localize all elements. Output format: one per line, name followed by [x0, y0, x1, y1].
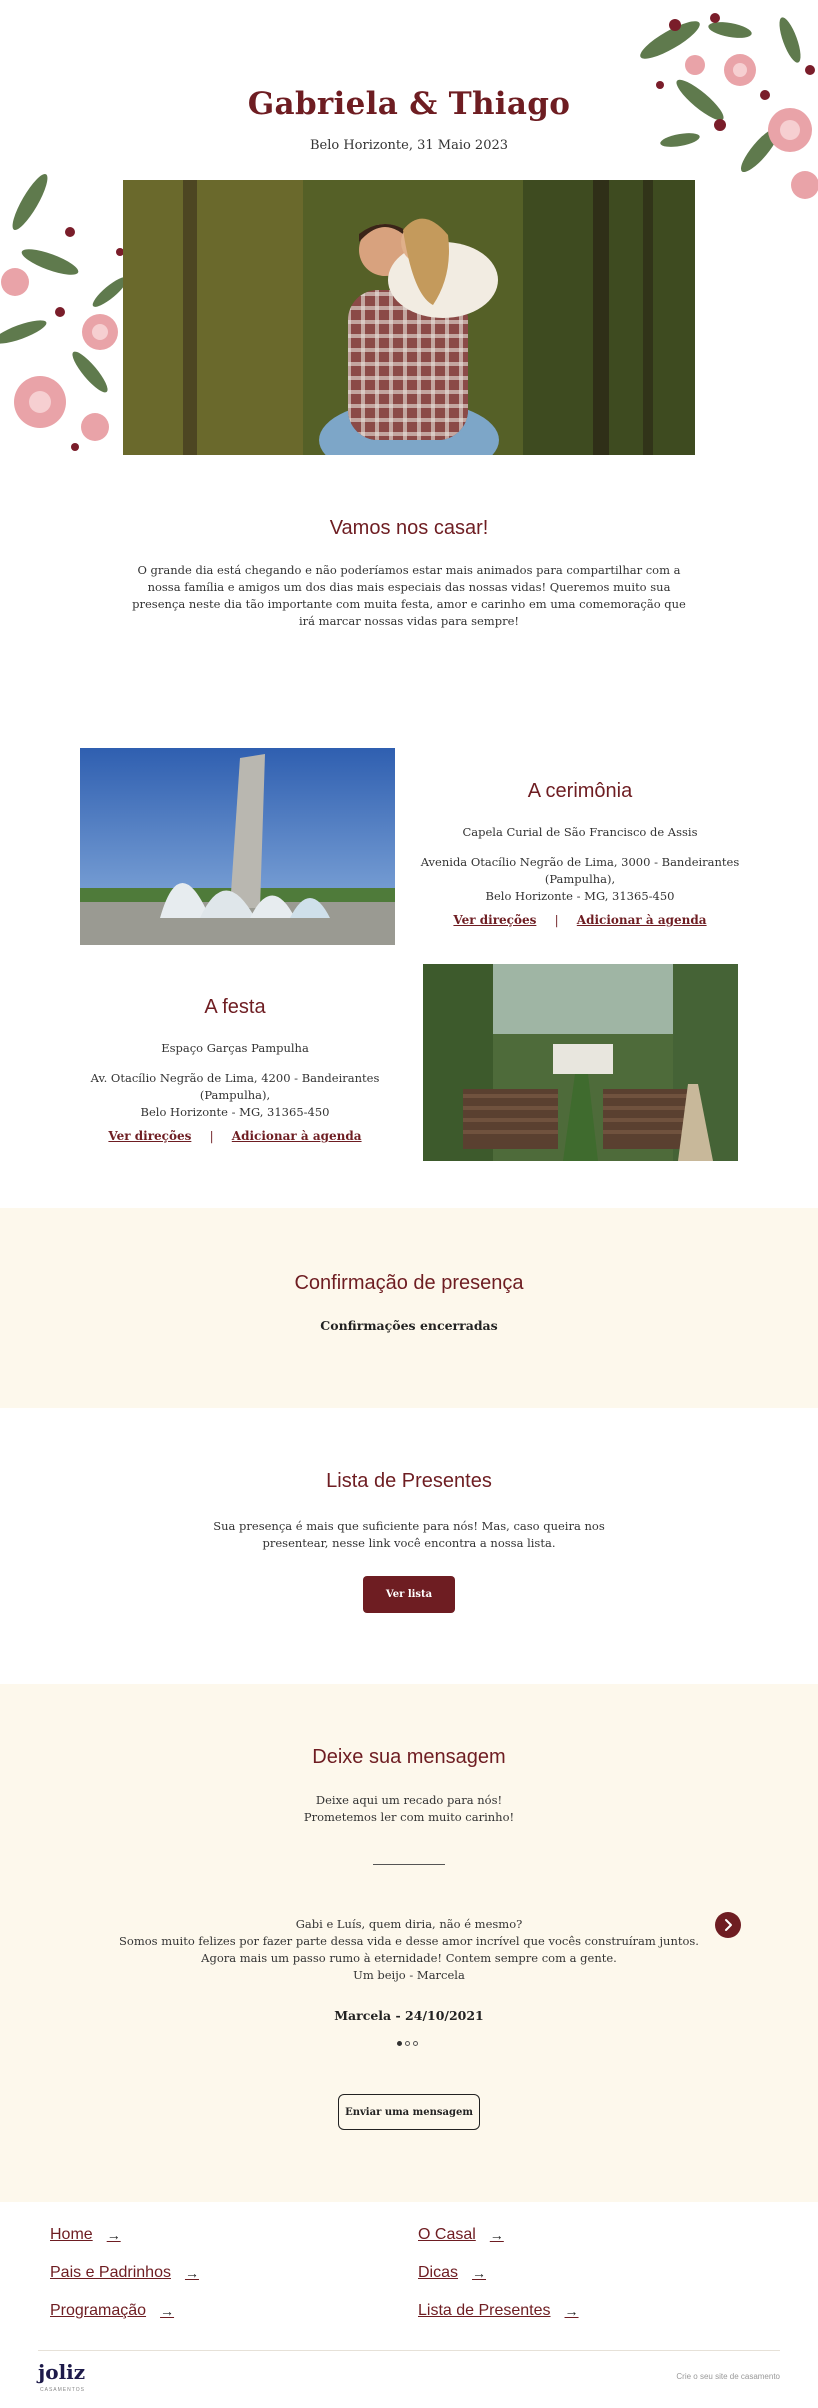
couple-names: Gabriela & Thiago: [247, 86, 571, 122]
gifts-section: [0, 1408, 818, 1684]
footer-link-schedule[interactable]: [50, 2302, 174, 2320]
couple-photo-illustration: [123, 180, 695, 455]
footer-link-gifts[interactable]: [418, 2302, 579, 2320]
footer-link-label: Lista de Presentes: [418, 2302, 551, 2319]
ceremony-photo: [80, 748, 395, 945]
message-line3: Um beijo - Marcela: [353, 1968, 465, 1982]
link-separator: |: [209, 1129, 214, 1143]
messages-intro-line2: Prometemos ler com muito carinho!: [303, 1810, 515, 1824]
arrow-right-icon: →: [472, 2265, 487, 2281]
footer-link-label: O Casal: [418, 2226, 476, 2243]
arrow-right-icon: →: [564, 2303, 579, 2319]
gifts-title: Lista de Presentes: [326, 1470, 492, 1492]
party-directions-link[interactable]: Ver direções: [108, 1129, 192, 1143]
rsvp-status: Confirmações encerradas: [320, 1318, 498, 1333]
party-links: [75, 1129, 395, 1143]
couple-photo: [123, 180, 695, 455]
hero-section: [0, 0, 818, 470]
joliz-logo[interactable]: joliz: [38, 2360, 86, 2384]
divider: [373, 1864, 445, 1865]
footer-link-parents[interactable]: [50, 2264, 199, 2282]
ceremony-calendar-link[interactable]: Adicionar à agenda: [576, 913, 707, 927]
send-message-button[interactable]: Enviar uma mensagem: [338, 2094, 480, 2130]
messages-section: [0, 1684, 818, 2202]
ceremony-links: [420, 913, 740, 927]
carousel-dot[interactable]: [397, 2041, 402, 2046]
carousel-dots: [397, 2041, 421, 2047]
ceremony-directions-link[interactable]: Ver direções: [453, 913, 537, 927]
link-separator: |: [554, 913, 559, 927]
footer-divider: [38, 2350, 780, 2351]
joliz-logo-subtitle: CASAMENTOS: [40, 2387, 85, 2393]
ceremony-block: [420, 780, 740, 927]
carousel-next-button[interactable]: [715, 1912, 741, 1938]
ceremony-address-line2: Belo Horizonte - MG, 31365-450: [485, 889, 675, 903]
carousel-dot[interactable]: [405, 2041, 410, 2046]
chevron-right-icon: [715, 1912, 741, 1938]
party-photo: [423, 964, 738, 1161]
gifts-text: Sua presença é mais que suficiente para nós! Mas, caso queira nos presentear, nesse link você encontra a nossa lista.: [213, 1519, 605, 1550]
messages-intro: [0, 1792, 818, 1826]
create-site-link[interactable]: Crie o seu site de casamento: [676, 2372, 780, 2381]
intro-text: O grande dia está chegando e não poderíamos estar mais animados para compartilhar com a nossa família e amigos um dos dias mais especiais das nossas vidas! Queremos muito sua presença neste dia tão importante com muita festa, amor e carinho em uma comemoração que irá marcar nossas vidas para sempre!: [132, 563, 686, 628]
view-gift-list-button[interactable]: Ver lista: [363, 1576, 455, 1613]
footer-link-tips[interactable]: [418, 2264, 486, 2282]
footer-link-label: Dicas: [418, 2264, 459, 2281]
message-author: Marcela - 24/10/2021: [334, 2008, 484, 2023]
ceremony-address: [420, 854, 740, 905]
message-line2: Somos muito felizes por fazer parte dessa vida e desse amor incrível que vocês construíram juntos. Agora mais um passo rumo à eternidade! Contem sempre com a gente.: [119, 1934, 699, 1965]
ceremony-venue: Capela Curial de São Francisco de Assis: [462, 825, 698, 839]
carousel-dot[interactable]: [413, 2041, 418, 2046]
messages-title: Deixe sua mensagem: [312, 1746, 506, 1768]
hero-subtitle: Belo Horizonte, 31 Maio 2023: [309, 138, 509, 153]
arrow-right-icon: →: [106, 2227, 121, 2243]
party-address-line1: Av. Otacílio Negrão de Lima, 4200 - Bandeirantes (Pampulha),: [90, 1071, 380, 1102]
rsvp-section: [0, 1208, 818, 1408]
message-line1: Gabi e Luís, quem diria, não é mesmo?: [295, 1917, 523, 1931]
arrow-right-icon: →: [489, 2227, 504, 2243]
ceremony-title: A cerimônia: [527, 780, 633, 802]
footer-link-label: Programação: [50, 2302, 147, 2319]
ceremony-address-line1: Avenida Otacílio Negrão de Lima, 3000 - Bandeirantes (Pampulha),: [420, 855, 740, 886]
party-address: [75, 1070, 395, 1121]
party-block: [75, 996, 395, 1143]
footer: [0, 2202, 818, 2408]
party-title: A festa: [204, 996, 266, 1018]
footer-link-couple[interactable]: [418, 2226, 504, 2244]
rsvp-title: Confirmação de presença: [294, 1272, 524, 1294]
footer-link-label: Pais e Padrinhos: [50, 2264, 171, 2281]
party-address-line2: Belo Horizonte - MG, 31365-450: [140, 1105, 330, 1119]
footer-link-label: Home: [50, 2226, 93, 2243]
messages-intro-line1: Deixe aqui um recado para nós!: [315, 1793, 503, 1807]
intro-title: Vamos nos casar!: [329, 517, 489, 539]
footer-link-home[interactable]: [50, 2226, 121, 2244]
party-venue: Espaço Garças Pampulha: [161, 1041, 309, 1055]
arrow-right-icon: →: [160, 2303, 175, 2319]
party-calendar-link[interactable]: Adicionar à agenda: [231, 1129, 362, 1143]
message-body: [110, 1916, 708, 1984]
arrow-right-icon: →: [184, 2265, 199, 2281]
